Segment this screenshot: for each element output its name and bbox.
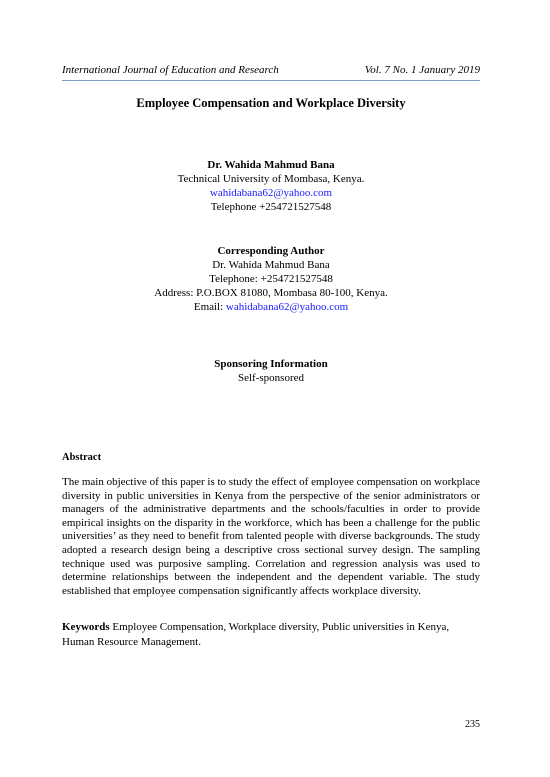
corresponding-author-block	[62, 244, 480, 314]
running-header	[62, 64, 480, 77]
abstract-text: The main objective of this paper is to study the effect of employee compensation on workplace diversity in public universities in Kenya from the perspective of the senior administrators or managers of the administrative departments and the schools/faculties in order to provide empirical insights on the disparity in the workforce, which has been a challenge for the public universities’ as they need to benefit from talented people with diverse backgrounds. The study adopted a research design being a descriptive cross sectional survey design. The sampling technique used was purposive sampling. Correlation and regression analysis was used to determine relationships between the independent and the dependent variable. The study established that employee compensation significantly affects workplace diversity.	[62, 476, 480, 597]
corresponding-email	[62, 300, 480, 314]
journal-name: International Journal of Education and Research	[62, 64, 279, 76]
volume-issue: Vol. 7 No. 1 January 2019	[364, 64, 480, 76]
corresponding-email-link[interactable]: wahidabana62@yahoo.com	[225, 301, 349, 313]
keywords-paragraph	[62, 620, 480, 650]
corresponding-heading: Corresponding Author	[217, 245, 325, 257]
email-label: Email:	[193, 301, 226, 313]
sponsoring-block	[62, 357, 480, 385]
sponsoring-text: Self-sponsored	[238, 372, 304, 384]
author-email-link[interactable]: wahidabana62@yahoo.com	[209, 187, 333, 199]
corresponding-telephone: Telephone: +254721527548	[209, 273, 333, 285]
keywords-text: Employee Compensation, Workplace diversity, Public universities in Kenya, Human Resource Management.	[62, 621, 450, 648]
page-number: 235	[465, 719, 480, 730]
header-rule	[62, 80, 480, 81]
corresponding-address: Address: P.O.BOX 81080, Mombasa 80-100, Kenya.	[154, 287, 388, 299]
sponsoring-heading: Sponsoring Information	[214, 358, 328, 370]
abstract-heading: Abstract	[62, 452, 102, 463]
corresponding-name: Dr. Wahida Mahmud Bana	[212, 259, 330, 271]
paper-title: Employee Compensation and Workplace Diversity	[136, 96, 406, 110]
author-name: Dr. Wahida Mahmud Bana	[207, 159, 335, 171]
keywords-label: Keywords	[62, 621, 110, 633]
author-block	[62, 158, 480, 214]
author-telephone: Telephone +254721527548	[210, 201, 332, 213]
author-affiliation: Technical University of Mombasa, Kenya.	[177, 173, 365, 185]
